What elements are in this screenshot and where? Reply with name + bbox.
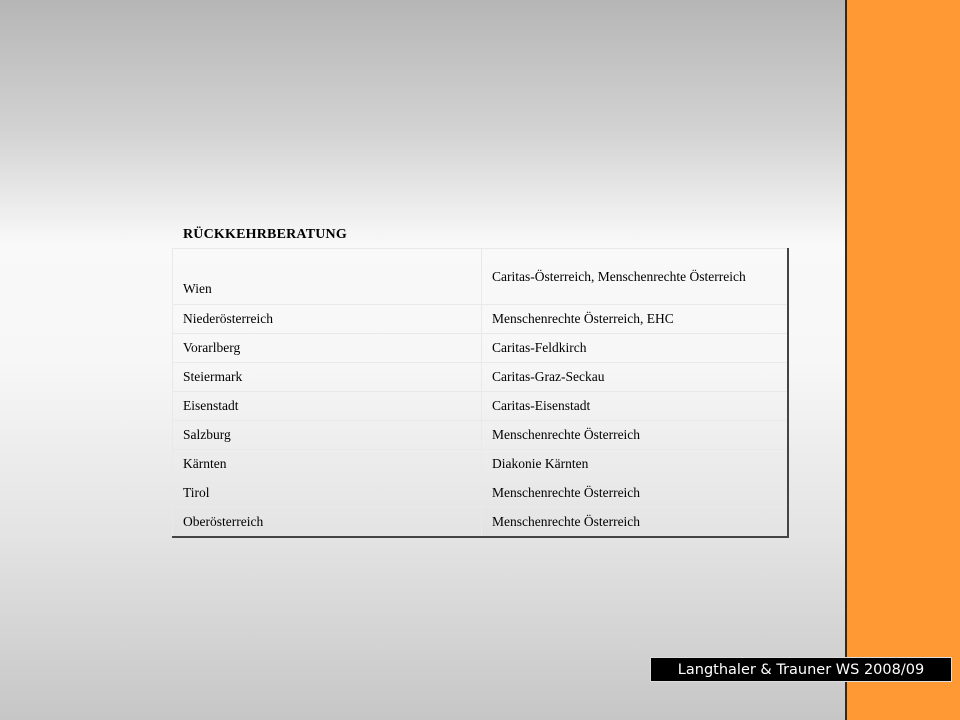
table-row: [173, 508, 789, 538]
region-cell: Wien: [173, 249, 482, 305]
orange-sidebar: [845, 0, 960, 720]
organization-cell: Diakonie Kärnten: [482, 450, 789, 479]
organization-cell: Menschenrechte Österreich: [482, 508, 789, 538]
organization-cell: Caritas-Graz-Seckau: [482, 363, 789, 392]
organization-cell: Caritas-Feldkirch: [482, 334, 789, 363]
organization-cell: Menschenrechte Österreich: [482, 479, 789, 508]
region-cell: Niederösterreich: [173, 305, 482, 334]
region-cell: Kärnten: [173, 450, 482, 479]
table-row: [173, 334, 789, 363]
table-heading: RÜCKKEHRBERATUNG: [183, 227, 347, 242]
region-cell: Eisenstadt: [173, 392, 482, 421]
table-row: [173, 421, 789, 450]
table-row: [173, 450, 789, 479]
table-row: [173, 479, 789, 508]
region-cell: Salzburg: [173, 421, 482, 450]
organization-cell: Menschenrechte Österreich, EHC: [482, 305, 789, 334]
table-row: [173, 392, 789, 421]
organization-cell: Caritas-Eisenstadt: [482, 392, 789, 421]
footer-label: Langthaler & Trauner WS 2008/09: [650, 657, 952, 682]
organization-cell: Caritas-Österreich, Menschenrechte Österreich: [482, 249, 789, 305]
region-cell: Steiermark: [173, 363, 482, 392]
region-cell: Vorarlberg: [173, 334, 482, 363]
region-cell: Tirol: [173, 479, 482, 508]
table-row: [173, 305, 789, 334]
table-row: [173, 249, 789, 305]
table-row: [173, 363, 789, 392]
region-cell: Oberösterreich: [173, 508, 482, 538]
organization-cell: Menschenrechte Österreich: [482, 421, 789, 450]
counseling-table: [172, 248, 789, 538]
